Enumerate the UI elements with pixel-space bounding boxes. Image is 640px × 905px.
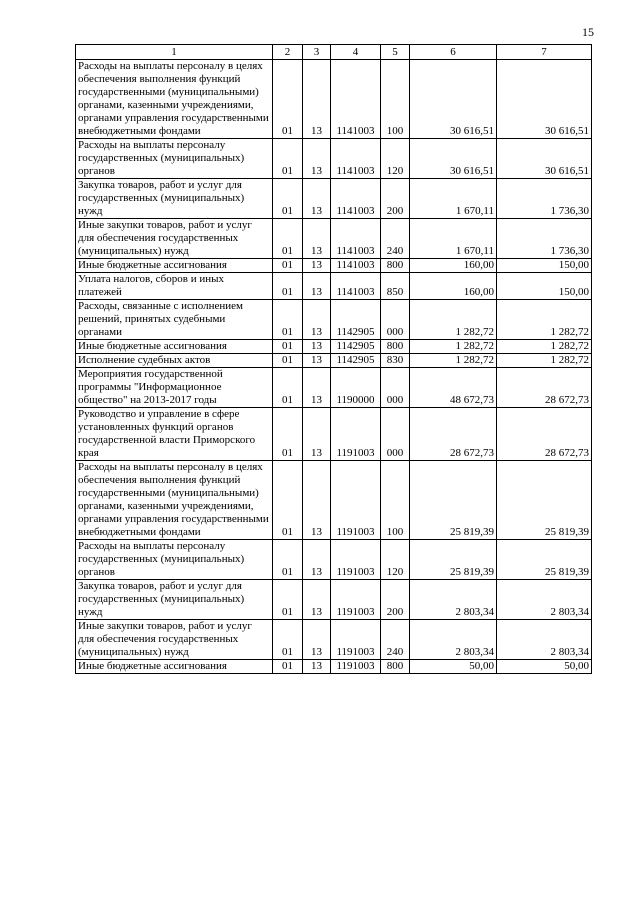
expense-type-cell: 200 (381, 179, 410, 219)
amount-year1-cell: 25 819,39 (410, 540, 497, 580)
expense-type-cell: 850 (381, 273, 410, 300)
expense-type-cell: 800 (381, 660, 410, 674)
amount-year2-cell: 150,00 (497, 259, 592, 273)
subsection-code-cell: 13 (303, 540, 331, 580)
expense-type-cell: 120 (381, 139, 410, 179)
expense-type-cell: 800 (381, 340, 410, 354)
amount-year1-cell: 30 616,51 (410, 60, 497, 139)
row-name-cell: Закупка товаров, работ и услуг для государственных (муниципальных) нужд (76, 580, 273, 620)
amount-year1-cell: 1 282,72 (410, 340, 497, 354)
subsection-code-cell: 13 (303, 580, 331, 620)
subsection-code-cell: 13 (303, 660, 331, 674)
column-header: 7 (497, 45, 592, 60)
subsection-code-cell: 13 (303, 461, 331, 540)
column-header: 4 (331, 45, 381, 60)
amount-year1-cell: 2 803,34 (410, 580, 497, 620)
header-row (76, 45, 592, 60)
row-name-cell: Иные бюджетные ассигнования (76, 259, 273, 273)
amount-year2-cell: 1 736,30 (497, 179, 592, 219)
expense-type-cell: 240 (381, 620, 410, 660)
expense-type-cell: 200 (381, 580, 410, 620)
expense-type-cell: 100 (381, 60, 410, 139)
target-article-cell: 1142905 (331, 340, 381, 354)
table-row (76, 300, 592, 340)
section-code-cell: 01 (273, 219, 303, 259)
target-article-cell: 1191003 (331, 620, 381, 660)
amount-year1-cell: 28 672,73 (410, 408, 497, 461)
expense-type-cell: 240 (381, 219, 410, 259)
expense-type-cell: 800 (381, 259, 410, 273)
expense-type-cell: 000 (381, 368, 410, 408)
target-article-cell: 1191003 (331, 408, 381, 461)
row-name-cell: Закупка товаров, работ и услуг для государственных (муниципальных) нужд (76, 179, 273, 219)
amount-year2-cell: 2 803,34 (497, 580, 592, 620)
amount-year2-cell: 1 282,72 (497, 340, 592, 354)
expense-type-cell: 830 (381, 354, 410, 368)
budget-table (75, 44, 592, 674)
target-article-cell: 1142905 (331, 300, 381, 340)
target-article-cell: 1191003 (331, 461, 381, 540)
amount-year2-cell: 25 819,39 (497, 461, 592, 540)
column-header: 6 (410, 45, 497, 60)
expense-type-cell: 000 (381, 300, 410, 340)
subsection-code-cell: 13 (303, 408, 331, 461)
subsection-code-cell: 13 (303, 60, 331, 139)
section-code-cell: 01 (273, 354, 303, 368)
amount-year1-cell: 48 672,73 (410, 368, 497, 408)
amount-year2-cell: 1 282,72 (497, 354, 592, 368)
target-article-cell: 1142905 (331, 354, 381, 368)
amount-year1-cell: 2 803,34 (410, 620, 497, 660)
section-code-cell: 01 (273, 340, 303, 354)
column-header: 5 (381, 45, 410, 60)
subsection-code-cell: 13 (303, 273, 331, 300)
section-code-cell: 01 (273, 660, 303, 674)
amount-year1-cell: 30 616,51 (410, 139, 497, 179)
amount-year1-cell: 1 282,72 (410, 300, 497, 340)
section-code-cell: 01 (273, 540, 303, 580)
table-row (76, 340, 592, 354)
subsection-code-cell: 13 (303, 259, 331, 273)
subsection-code-cell: 13 (303, 300, 331, 340)
table-row (76, 461, 592, 540)
amount-year2-cell: 1 736,30 (497, 219, 592, 259)
row-name-cell: Расходы на выплаты персоналу в целях обеспечения выполнения функций государственными (муниципальными) органами, казенными учреждениями, органами управления государственными внебюджетными фондами (76, 60, 273, 139)
target-article-cell: 1141003 (331, 219, 381, 259)
table-body (76, 60, 592, 674)
target-article-cell: 1191003 (331, 580, 381, 620)
table-row (76, 273, 592, 300)
amount-year1-cell: 25 819,39 (410, 461, 497, 540)
table-row (76, 660, 592, 674)
row-name-cell: Расходы на выплаты персоналу государственных (муниципальных) органов (76, 540, 273, 580)
section-code-cell: 01 (273, 580, 303, 620)
expense-type-cell: 120 (381, 540, 410, 580)
subsection-code-cell: 13 (303, 340, 331, 354)
subsection-code-cell: 13 (303, 620, 331, 660)
page-number: 15 (582, 25, 594, 39)
section-code-cell: 01 (273, 259, 303, 273)
amount-year2-cell: 25 819,39 (497, 540, 592, 580)
amount-year1-cell: 1 282,72 (410, 354, 497, 368)
table-row (76, 219, 592, 259)
target-article-cell: 1191003 (331, 660, 381, 674)
section-code-cell: 01 (273, 179, 303, 219)
subsection-code-cell: 13 (303, 219, 331, 259)
target-article-cell: 1141003 (331, 273, 381, 300)
expense-type-cell: 000 (381, 408, 410, 461)
target-article-cell: 1141003 (331, 259, 381, 273)
table-row (76, 354, 592, 368)
row-name-cell: Мероприятия государственной программы "Информационное общество" на 2013-2017 годы (76, 368, 273, 408)
table-row (76, 540, 592, 580)
section-code-cell: 01 (273, 461, 303, 540)
row-name-cell: Иные бюджетные ассигнования (76, 340, 273, 354)
row-name-cell: Иные бюджетные ассигнования (76, 660, 273, 674)
row-name-cell: Исполнение судебных актов (76, 354, 273, 368)
section-code-cell: 01 (273, 273, 303, 300)
table-row (76, 139, 592, 179)
amount-year2-cell: 50,00 (497, 660, 592, 674)
amount-year2-cell: 150,00 (497, 273, 592, 300)
section-code-cell: 01 (273, 60, 303, 139)
target-article-cell: 1141003 (331, 139, 381, 179)
target-article-cell: 1190000 (331, 368, 381, 408)
subsection-code-cell: 13 (303, 139, 331, 179)
target-article-cell: 1141003 (331, 179, 381, 219)
row-name-cell: Иные закупки товаров, работ и услуг для обеспечения государственных (муниципальных) нужд (76, 620, 273, 660)
amount-year2-cell: 1 282,72 (497, 300, 592, 340)
table-row (76, 620, 592, 660)
amount-year1-cell: 160,00 (410, 259, 497, 273)
row-name-cell: Расходы, связанные с исполнением решений, принятых судебными органами (76, 300, 273, 340)
table-row (76, 259, 592, 273)
target-article-cell: 1141003 (331, 60, 381, 139)
section-code-cell: 01 (273, 368, 303, 408)
table-row (76, 580, 592, 620)
table-row (76, 408, 592, 461)
expense-type-cell: 100 (381, 461, 410, 540)
section-code-cell: 01 (273, 300, 303, 340)
subsection-code-cell: 13 (303, 354, 331, 368)
amount-year1-cell: 1 670,11 (410, 219, 497, 259)
amount-year2-cell: 28 672,73 (497, 368, 592, 408)
table-row (76, 60, 592, 139)
section-code-cell: 01 (273, 620, 303, 660)
column-header: 2 (273, 45, 303, 60)
subsection-code-cell: 13 (303, 179, 331, 219)
table-row (76, 368, 592, 408)
amount-year1-cell: 160,00 (410, 273, 497, 300)
row-name-cell: Расходы на выплаты персоналу государственных (муниципальных) органов (76, 139, 273, 179)
amount-year2-cell: 28 672,73 (497, 408, 592, 461)
section-code-cell: 01 (273, 408, 303, 461)
amount-year1-cell: 1 670,11 (410, 179, 497, 219)
column-header: 1 (76, 45, 273, 60)
column-header: 3 (303, 45, 331, 60)
row-name-cell: Уплата налогов, сборов и иных платежей (76, 273, 273, 300)
amount-year2-cell: 30 616,51 (497, 139, 592, 179)
row-name-cell: Иные закупки товаров, работ и услуг для обеспечения государственных (муниципальных) нужд (76, 219, 273, 259)
target-article-cell: 1191003 (331, 540, 381, 580)
amount-year2-cell: 2 803,34 (497, 620, 592, 660)
amount-year2-cell: 30 616,51 (497, 60, 592, 139)
subsection-code-cell: 13 (303, 368, 331, 408)
amount-year1-cell: 50,00 (410, 660, 497, 674)
row-name-cell: Расходы на выплаты персоналу в целях обеспечения выполнения функций государственными (муниципальными) органами, казенными учреждениями, органами управления государственными внебюджетными фондами (76, 461, 273, 540)
table-row (76, 179, 592, 219)
row-name-cell: Руководство и управление в сфере установленных функций органов государственной власти Приморского края (76, 408, 273, 461)
section-code-cell: 01 (273, 139, 303, 179)
